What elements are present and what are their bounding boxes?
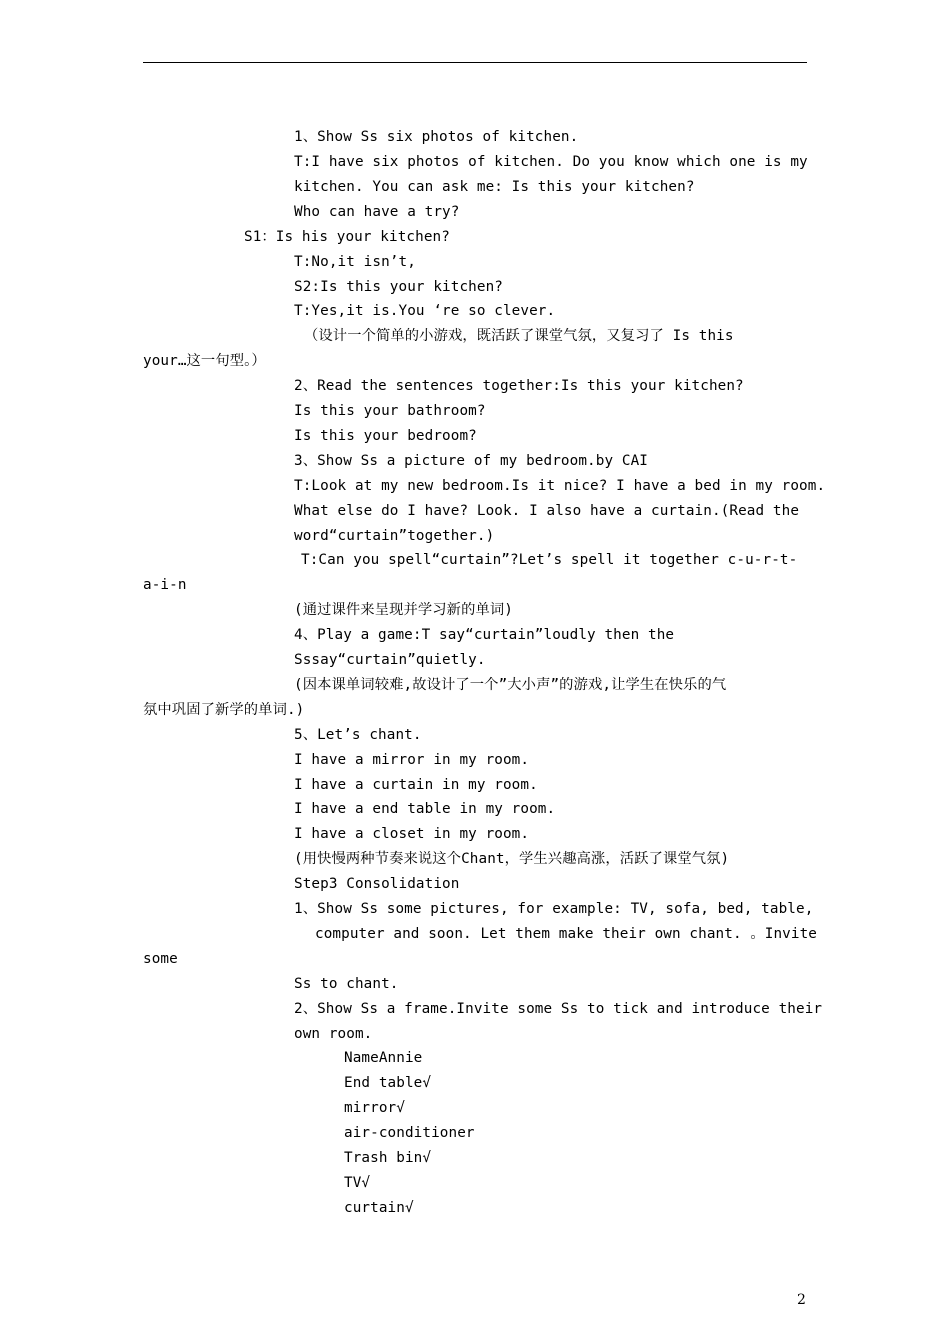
text-line: I have a end table in my room. [294, 801, 556, 817]
text-line: S1：Is his your kitchen? [244, 229, 450, 245]
text-line: End table√ [344, 1075, 432, 1091]
text-line: I have a mirror in my room. [294, 752, 530, 768]
text-line: curtain√ [344, 1200, 414, 1216]
header-rule [143, 62, 807, 63]
text-line: 氛中巩固了新学的单词.) [143, 702, 305, 718]
text-line: word“curtain”together.) [294, 528, 495, 544]
text-line: air-conditioner [344, 1125, 475, 1141]
text-line: Is this your bedroom? [294, 428, 477, 444]
text-line: (因本课单词较难,故设计了一个”大小声”的游戏,让学生在快乐的气 [294, 677, 727, 693]
text-line: TV√ [344, 1175, 371, 1191]
text-line: I have a curtain in my room. [294, 777, 538, 793]
text-line: 2、Show Ss a frame.Invite some Ss to tick and introduce their [294, 1001, 823, 1017]
text-line: T:Look at my new bedroom.Is it nice? I have a bed in my room. [294, 478, 826, 494]
text-line: What else do I have? Look. I also have a curtain.(Read the [294, 503, 800, 519]
text-line: Step3 Consolidation [294, 876, 460, 892]
text-line: a-i-n [143, 577, 187, 593]
text-line: mirror√ [344, 1100, 405, 1116]
text-line: computer and soon. Let them make their own chant. 。Invite [315, 926, 818, 942]
text-line: (用快慢两种节奏来说这个Chant，学生兴趣高涨，活跃了课堂气氛) [294, 851, 730, 867]
text-line: T:Can you spell“curtain”?Let’s spell it together c-u-r-t- [301, 552, 798, 568]
text-line: （设计一个简单的小游戏，既活跃了课堂气氛，又复习了 Is this [304, 328, 734, 344]
text-line: T:I have six photos of kitchen. Do you know which one is my [294, 154, 808, 170]
text-line: own room. [294, 1026, 373, 1042]
text-line: 5、Let’s chant. [294, 727, 422, 743]
text-line: 4、Play a game:T say“curtain”loudly then the [294, 627, 675, 643]
text-line: 2、Read the sentences together:Is this your kitchen? [294, 378, 744, 394]
text-line: I have a closet in my room. [294, 826, 530, 842]
text-line: T:No,it isn’t, [294, 254, 416, 270]
page-number: 2 [797, 1292, 806, 1308]
text-line: T:Yes,it is.You ‘re so clever. [294, 303, 556, 319]
text-line: S2:Is this your kitchen? [294, 279, 503, 295]
text-line: 1、Show Ss some pictures, for example: TV, sofa, bed, table, [294, 901, 814, 917]
text-line: (通过课件来呈现并学习新的单词) [294, 602, 513, 618]
text-line: kitchen. You can ask me: Is this your kitchen? [294, 179, 695, 195]
text-line: Who can have a try? [294, 204, 460, 220]
text-line: 1、Show Ss six photos of kitchen. [294, 129, 579, 145]
text-line: Trash bin√ [344, 1150, 432, 1166]
text-line: Ss to chant. [294, 976, 399, 992]
text-line: 3、Show Ss a picture of my bedroom.by CAI [294, 453, 648, 469]
text-line: some [143, 951, 178, 967]
text-line: NameAnnie [344, 1050, 423, 1066]
text-line: Is this your bathroom? [294, 403, 486, 419]
text-line: your…这一句型。） [143, 353, 266, 369]
text-line: Sssay“curtain”quietly. [294, 652, 486, 668]
